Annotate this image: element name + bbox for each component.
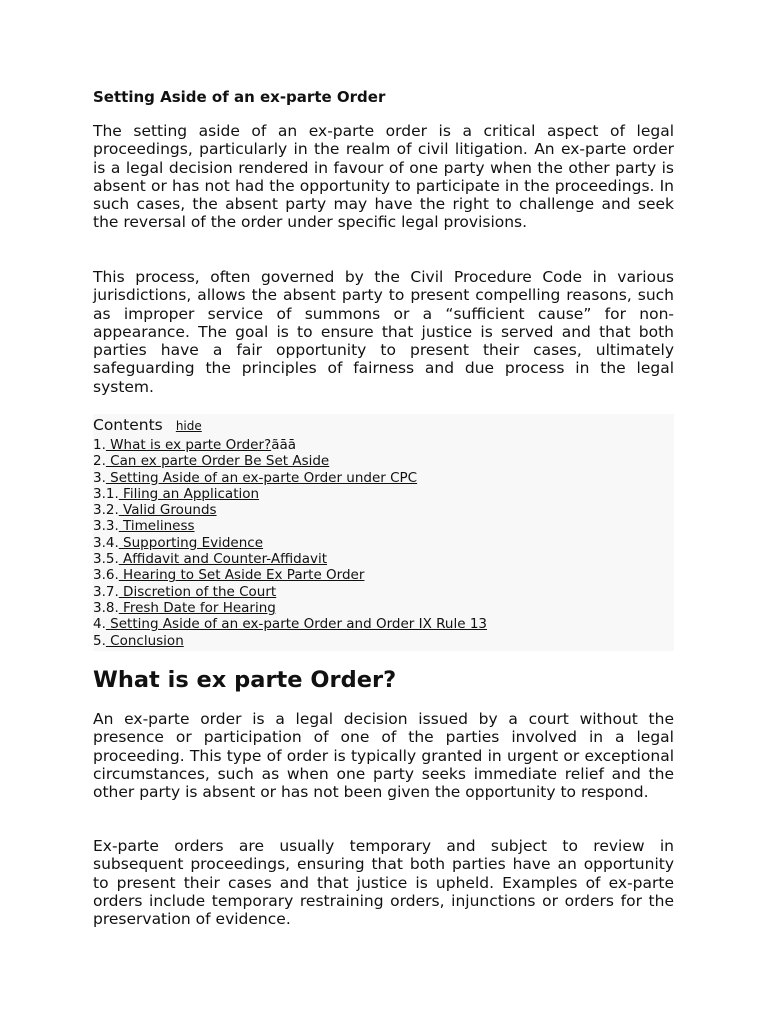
toc-link-filing-application[interactable]: Filing an Application [118,485,260,502]
toc-item [93,470,487,486]
toc-hide-toggle[interactable]: hide [175,419,202,433]
toc-link-valid-grounds[interactable]: Valid Grounds [118,502,217,519]
toc-item [93,584,487,600]
toc-link-hearing[interactable]: Hearing to Set Aside Ex Parte Order [118,567,365,584]
toc-list [93,437,487,649]
toc-link-can-be-set-aside[interactable]: Can ex parte Order Be Set Aside [105,453,330,470]
toc-item [93,486,487,502]
toc-item-number: 3.1. [93,485,119,502]
toc-item [93,551,487,567]
toc-item-number: 2. [93,453,106,470]
toc-item-number: 3. [93,469,106,486]
toc-item-number: 3.4. [93,534,119,551]
section-heading: What is ex parte Order? [93,667,397,693]
toc-item [93,616,487,632]
toc-link-what-is-ex-parte-order[interactable]: What is ex parte Order? [105,437,272,453]
document-title: Setting Aside of an ex-parte Order [93,88,386,106]
toc-link-fresh-date[interactable]: Fresh Date for Hearing [118,599,276,616]
table-of-contents [93,414,674,651]
toc-item-number: 1. [93,437,106,453]
toc-item [93,633,487,649]
toc-link-discretion[interactable]: Discretion of the Court [118,583,277,600]
toc-item-number: 3.3. [93,518,119,535]
intro-paragraph: This process, often governed by the Civil Procedure Code in various jurisdictions, allows the absent party to present compelling reasons, such as improper service of summons or a “sufficient cause” for non-appearance. The goal is to ensure that justice is served and that both parties have a fair opportunity to present their cases, ultimately safeguarding the principles of fairness and due process in the legal system. [93,268,674,396]
toc-item-number: 3.8. [93,599,119,616]
toc-link-timeliness[interactable]: Timeliness [118,518,195,535]
section-paragraph: An ex-parte order is a legal decision issued by a court without the presence or participation of one of the parties involved in a legal proceeding. This type of order is typically granted in urgent or exceptional circumstances, such as when one party seeks immediate relief and the other party is absent or has not been given the opportunity to respond. [93,710,674,802]
toc-item-suffix: ãāā [271,437,297,453]
toc-item [93,567,487,583]
toc-link-conclusion[interactable]: Conclusion [105,632,184,649]
toc-link-affidavit[interactable]: Affidavit and Counter-Affidavit [118,551,328,568]
toc-link-order-ix-rule-13[interactable]: Setting Aside of an ex-parte Order and Order IX Rule 13 [105,616,488,633]
toc-item-number: 3.6. [93,567,119,584]
toc-title: Contents [93,416,163,434]
toc-link-setting-aside-under-cpc[interactable]: Setting Aside of an ex-parte Order under CPC [105,469,418,486]
section-paragraph: Ex-parte orders are usually temporary and subject to review in subsequent proceedings, ensuring that both parties have an opportunity to present their cases and that justice is upheld. Examples of ex-parte orders include temporary restraining orders, injunctions or orders for the preservation of evidence. [93,837,674,929]
toc-item-number: 3.2. [93,502,119,519]
toc-item [93,600,487,616]
toc-item [93,535,487,551]
toc-item-number: 3.7. [93,583,119,600]
toc-header [93,415,202,435]
toc-item [93,502,487,518]
toc-link-supporting-evidence[interactable]: Supporting Evidence [118,534,264,551]
toc-item-number: 5. [93,632,106,649]
intro-paragraph: The setting aside of an ex-parte order is a critical aspect of legal proceedings, particularly in the realm of civil litigation. An ex-parte order is a legal decision rendered in favour of one party when the other party is absent or has not had the opportunity to participate in the proceedings. In such cases, the absent party may have the right to challenge and seek the reversal of the order under specific legal provisions. [93,122,674,232]
toc-item [93,518,487,534]
toc-item-number: 4. [93,616,106,633]
toc-item [93,437,487,453]
toc-item-number: 3.5. [93,551,119,568]
toc-item [93,453,487,469]
